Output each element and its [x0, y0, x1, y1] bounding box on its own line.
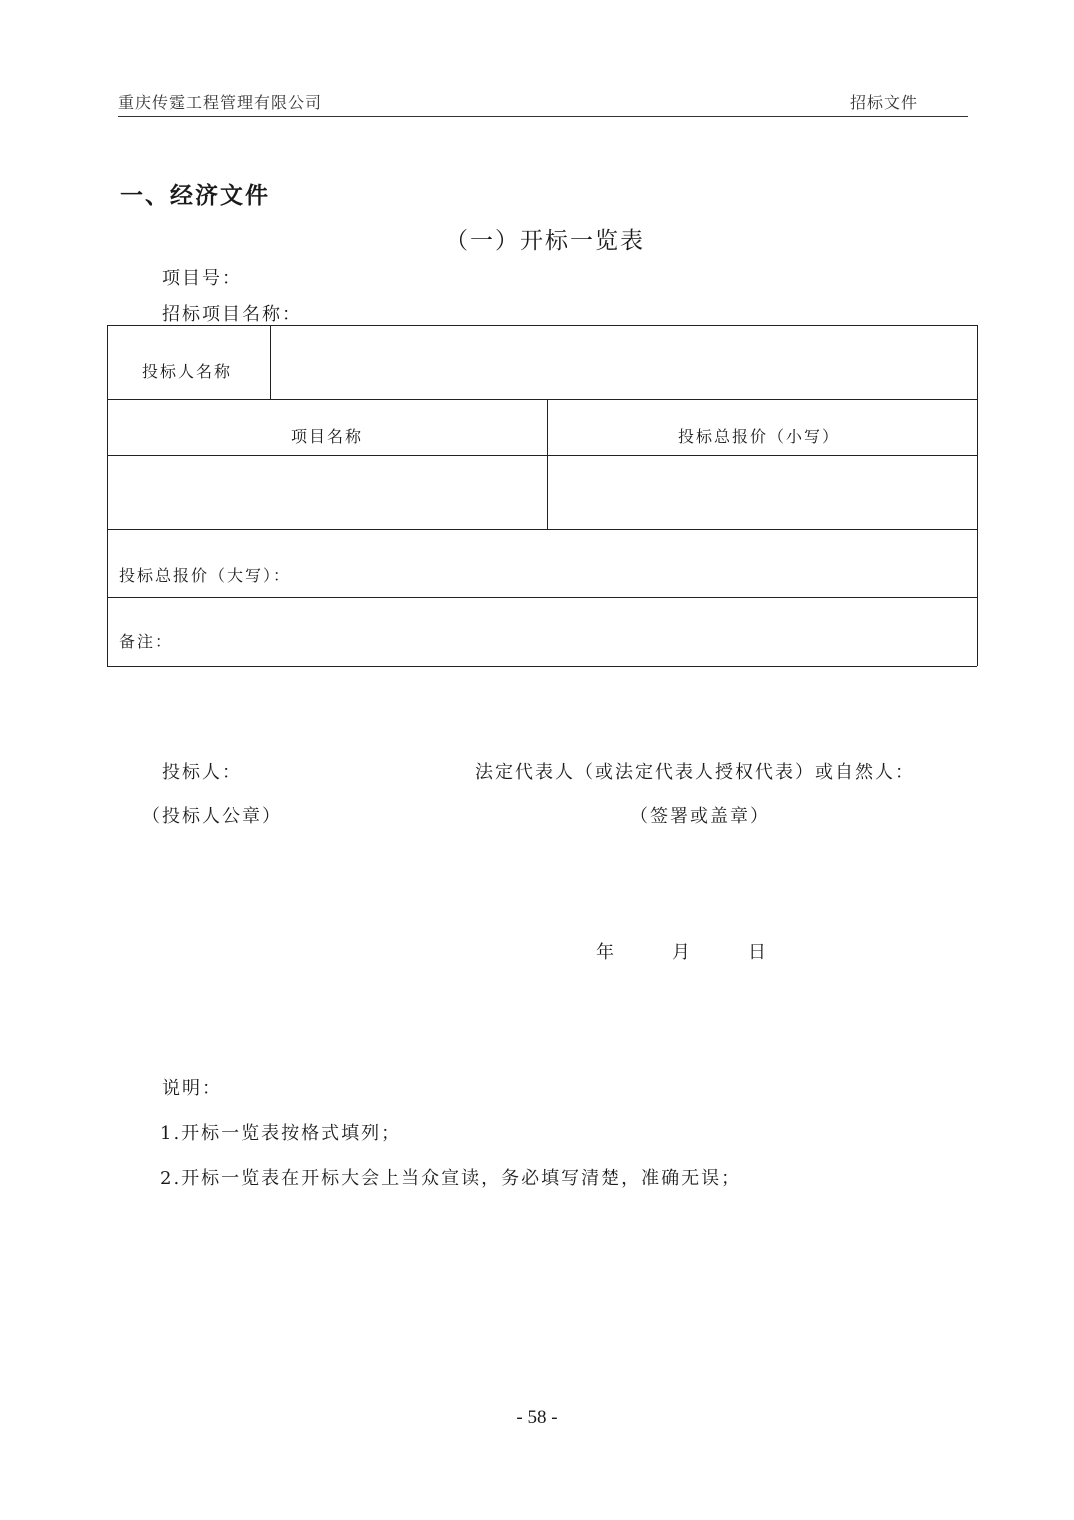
table-rule-4 [107, 597, 977, 598]
bidder-name-value[interactable] [271, 326, 976, 399]
col-project-name: 项目名称 [291, 427, 364, 446]
sign-or-seal-note: （签署或盖章） [630, 806, 770, 827]
date-year: 年 [596, 942, 616, 963]
notes-item-1: 1.开标一览表按格式填列； [160, 1123, 402, 1144]
header-doc-type: 招标文件 [850, 93, 919, 112]
remarks-label: 备注： [119, 632, 174, 651]
table-rule-1 [107, 399, 977, 400]
form-title: （一）开标一览表 [445, 228, 645, 254]
bidder-seal-note: （投标人公章） [142, 806, 282, 827]
page-number: - 58 - [516, 1407, 558, 1428]
notes-item-2: 2.开标一览表在开标大会上当众宣读，务必填写清楚，准确无误； [160, 1168, 742, 1189]
total-price-small-value[interactable] [548, 456, 976, 529]
table-rule-3 [107, 529, 977, 530]
table-border-right [977, 325, 978, 666]
notes-title: 说明： [162, 1078, 222, 1099]
table-border-bottom [107, 666, 977, 667]
project-name-value[interactable] [108, 456, 546, 529]
project-no-label: 项目号： [162, 268, 242, 289]
bidder-label: 投标人： [162, 762, 242, 783]
date-month: 月 [672, 942, 692, 963]
total-price-big-label: 投标总报价（大写）： [119, 566, 292, 585]
legal-rep-label: 法定代表人（或法定代表人授权代表）或自然人： [475, 762, 915, 783]
bidder-name-label: 投标人名称 [142, 362, 233, 381]
project-name-label: 招标项目名称： [162, 304, 302, 325]
date-day: 日 [748, 942, 768, 963]
header-company: 重庆传霆工程管理有限公司 [118, 93, 323, 112]
header-divider [118, 116, 968, 117]
section-title: 一、经济文件 [120, 183, 270, 209]
col-total-price-small: 投标总报价（小写） [678, 427, 841, 446]
